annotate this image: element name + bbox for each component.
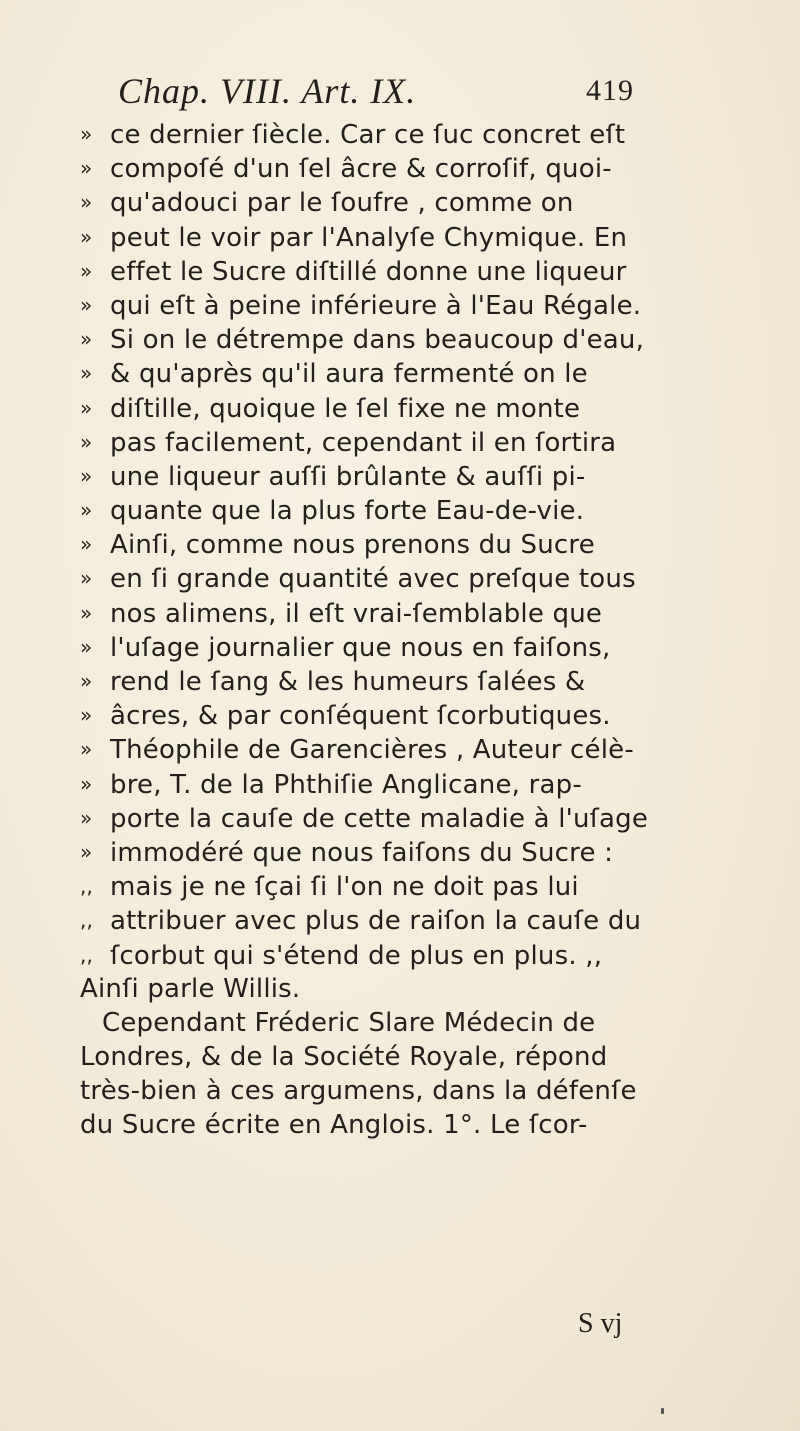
quote-mark: » <box>80 600 93 625</box>
line-text: porte la cauſe de cette maladie à l'uſage <box>110 803 649 834</box>
text-line <box>80 1074 740 1108</box>
line-text: âcres, & par conſéquent ſcorbutiques. <box>110 701 611 732</box>
quote-mark: » <box>80 839 93 864</box>
quote-mark: » <box>80 429 93 454</box>
quote-mark: » <box>80 122 93 146</box>
text-line <box>80 596 740 630</box>
text-line <box>80 425 740 459</box>
line-text: diſtille, quoique le ſel fixe ne monte <box>110 393 581 424</box>
line-text: Théophile de Garencières , Auteur célè- <box>110 735 634 766</box>
line-text: Londres, & de la Société Royale, répond <box>80 1042 608 1073</box>
line-text: effet le Sucre diſtillé donne une liqueur <box>110 256 627 287</box>
line-text: pas facilement, cependant il en ſortira <box>110 427 617 458</box>
text-line <box>80 801 740 835</box>
text-line <box>80 903 740 937</box>
quote-mark: » <box>80 771 93 796</box>
text-line <box>80 185 740 219</box>
running-title: Chap. VIII. Art. IX. <box>118 71 417 111</box>
quote-mark: » <box>80 292 93 317</box>
quote-mark: ,, <box>80 942 94 967</box>
text-line <box>80 151 740 185</box>
text-line <box>80 288 740 322</box>
line-text: l'uſage journalier que nous en faiſons, <box>110 632 611 663</box>
line-text: ce dernier ſiècle. Car ce ſuc concret eſt <box>110 120 626 150</box>
quote-mark: » <box>80 463 93 488</box>
line-text: Cependant Fréderic Slare Médecin de <box>102 1007 596 1038</box>
line-text: Ainſi, comme nous prenons du Sucre <box>110 530 595 561</box>
line-text: ſcorbut qui s'étend de plus en plus. ,, <box>110 940 603 971</box>
quote-mark: ,, <box>80 908 94 933</box>
line-text: en ſi grande quantité avec preſque tous <box>110 564 636 595</box>
quote-mark: » <box>80 737 93 762</box>
quote-mark: » <box>80 156 93 181</box>
text-line <box>80 698 740 732</box>
text-line <box>80 1108 740 1142</box>
line-text: Ainſi parle Willis. <box>80 973 301 1004</box>
quote-mark: » <box>80 805 93 830</box>
text-line <box>80 630 740 664</box>
line-text: qu'adouci par le ſoufre , comme on <box>110 188 574 219</box>
text-line <box>80 1006 740 1040</box>
text-line <box>80 869 740 903</box>
line-text: très-bien à ces argumens, dans la défenſe <box>80 1076 637 1107</box>
quote-mark: » <box>80 703 93 728</box>
signature-mark: S vj <box>578 1308 623 1339</box>
text-line <box>80 254 740 288</box>
text-line <box>80 117 740 151</box>
text-line <box>80 767 740 801</box>
quote-mark: » <box>80 258 93 283</box>
quote-mark: » <box>80 634 93 659</box>
line-text: une liqueur auſſi brûlante & auſſi pi- <box>110 461 586 492</box>
line-text: Si on le détrempe dans beaucoup d'eau, <box>110 325 645 356</box>
text-line <box>80 391 740 425</box>
quote-mark: » <box>80 532 93 557</box>
text-line <box>80 732 740 766</box>
line-text: compoſé d'un ſel âcre & corroſif, quoi- <box>110 154 612 185</box>
line-text: rend le ſang & les humeurs ſalées & <box>110 667 586 697</box>
quote-mark: » <box>80 224 93 249</box>
page-number: 419 <box>586 74 634 107</box>
text-line <box>80 561 740 595</box>
line-text: quante que la plus forte Eau-de-vie. <box>110 496 585 527</box>
line-text: nos alimens, il eſt vrai-ſemblable que <box>110 598 603 629</box>
text-line <box>80 220 740 254</box>
text-line <box>80 493 740 527</box>
quote-mark: » <box>80 361 93 386</box>
text-line <box>80 835 740 869</box>
quote-mark: » <box>80 327 93 352</box>
line-text: bre, T. de la Phthiſie Anglicane, rap- <box>110 769 582 800</box>
text-line <box>80 527 740 561</box>
text-line <box>80 356 740 390</box>
text-line <box>80 664 740 698</box>
text-line <box>80 459 740 493</box>
quote-mark: » <box>80 669 93 693</box>
body-text <box>80 117 740 1143</box>
line-text: immodéré que nous faiſons du Sucre : <box>110 837 614 868</box>
page-header <box>118 70 678 116</box>
quote-mark: ,, <box>80 874 94 899</box>
line-text: du Sucre écrite en Anglois. 1°. Le ſcor- <box>80 1110 588 1141</box>
quote-mark: » <box>80 498 93 523</box>
quote-mark: » <box>80 395 93 420</box>
line-text: qui eſt à peine inférieure à l'Eau Régale. <box>110 290 642 321</box>
quote-mark: » <box>80 566 93 591</box>
text-line <box>80 322 740 356</box>
line-text: mais je ne ſçai ſi l'on ne doit pas lui <box>110 872 579 903</box>
line-text: peut le voir par l'Analyſe Chymique. En <box>110 222 628 253</box>
quote-mark: » <box>80 190 93 215</box>
text-line <box>80 938 740 972</box>
text-line <box>80 1040 740 1074</box>
line-text: & qu'après qu'il aura fermenté on le <box>110 359 588 390</box>
text-line <box>80 972 740 1006</box>
ink-speck <box>661 1408 664 1414</box>
line-text: attribuer avec plus de raiſon la cauſe du <box>110 906 642 937</box>
